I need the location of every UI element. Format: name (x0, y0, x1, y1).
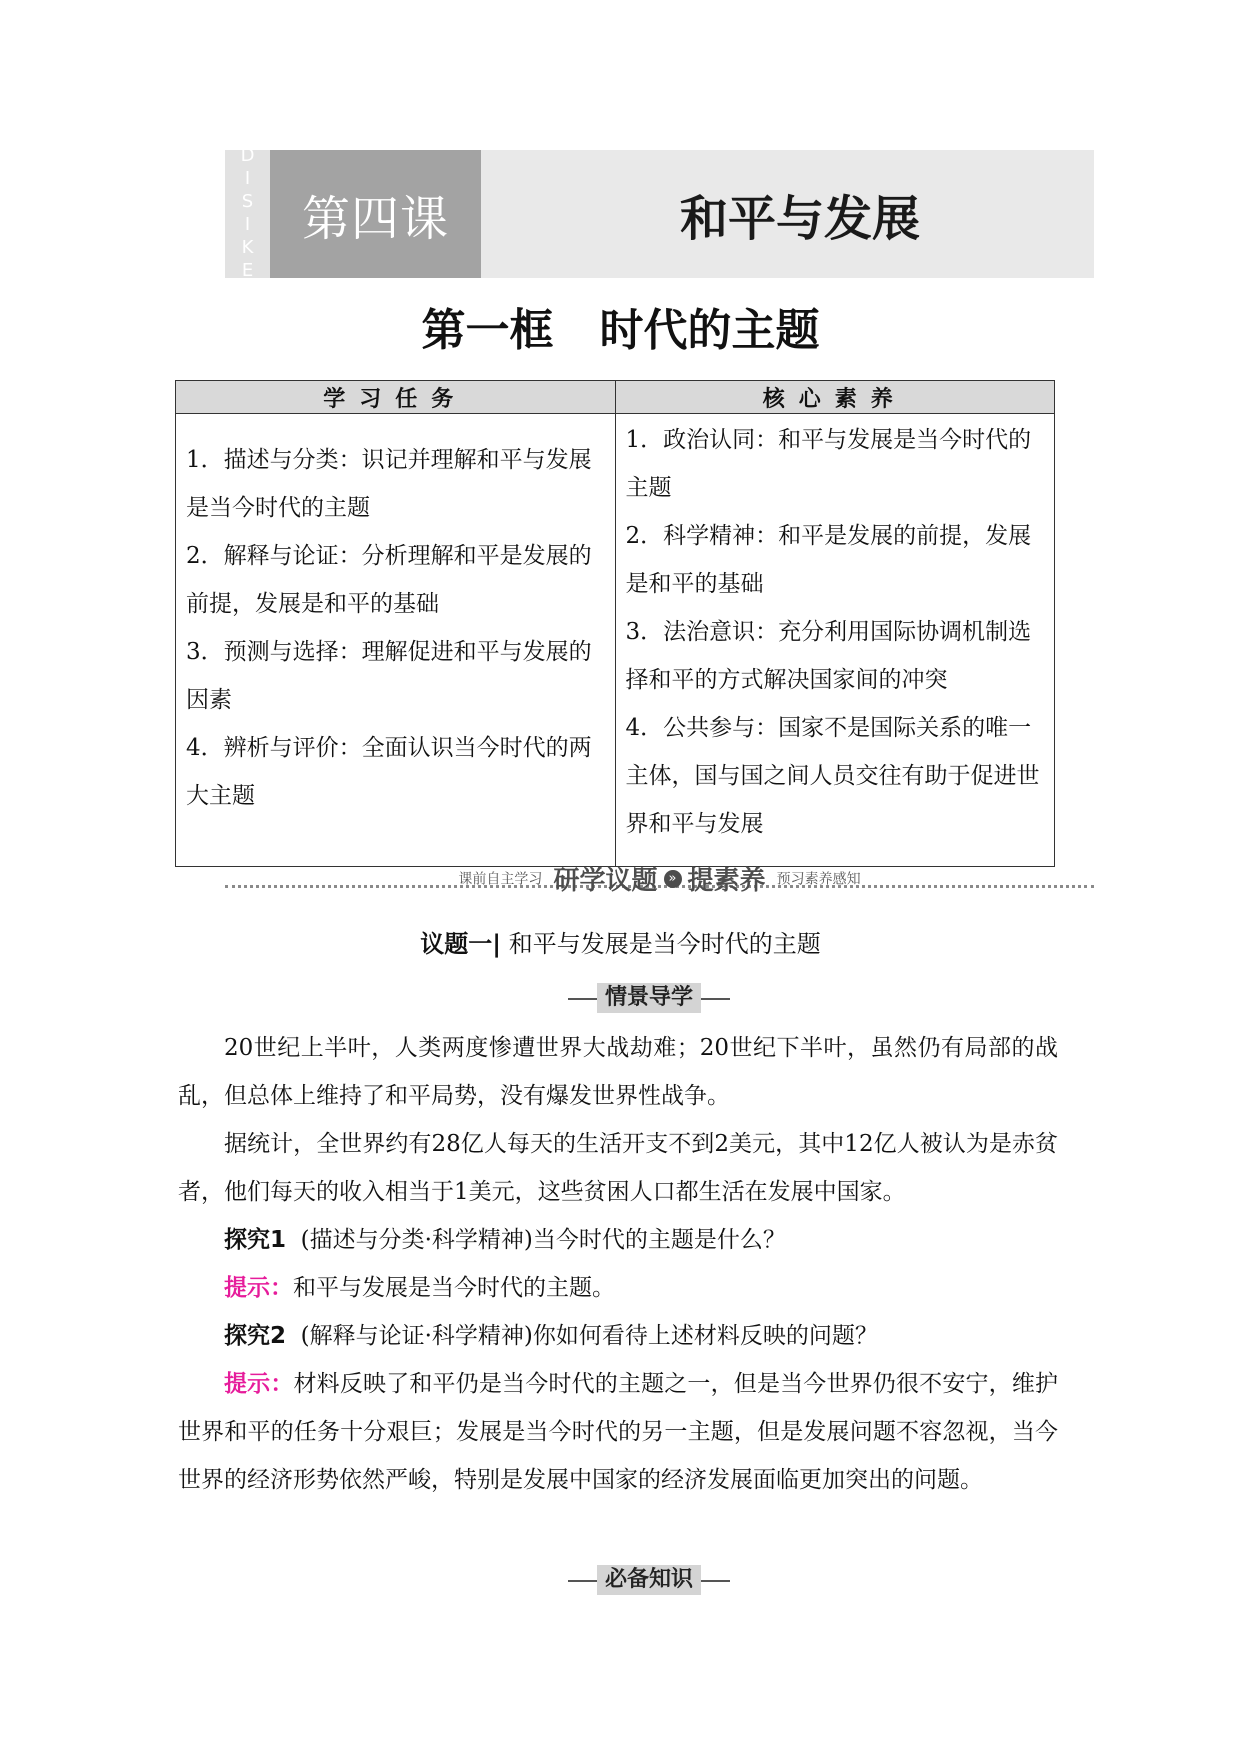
knowledge-label (568, 1566, 730, 1596)
learning-tasks-cell (176, 414, 616, 867)
inquiry-label: 探究2 (224, 1323, 287, 1349)
lesson-title: 和平与发展 (679, 190, 920, 247)
paragraph: 20世纪上半叶，人类两度惨遭世界大战劫难；20世纪下半叶，虽然仍有局部的战乱，但总体上维持了和平局势，没有爆发世界性战争。 (178, 1035, 1058, 1109)
frame-label: 第一框 (421, 305, 554, 356)
frame-name: 时代的主题 (599, 305, 820, 356)
inquiry-question (178, 1216, 1058, 1264)
task-item: 1．描述与分类：识记并理解和平与发展是当今时代的主题 (186, 447, 592, 521)
hint-text: 材料反映了和平仍是当今时代的主题之一，但是当今世界仍很不安宁，维护世界和平的任务十分艰巨；发展是当今时代的另一主题，但是发展问题不容忽视，当今世界的经济形势依然严峻，特别是发展中国家的经济发展面临更加突出的问题。 (178, 1371, 1059, 1493)
learning-tasks-header: 学习任务 (176, 381, 616, 414)
literacy-item: 3．法治意识：充分利用国际协调机制选择和平的方式解决国家间的冲突 (625, 619, 1032, 693)
task-item: 3．预测与选择：理解促进和平与发展的因素 (186, 639, 592, 713)
inquiry-question (178, 1312, 1058, 1360)
core-literacy-header: 核心素养 (615, 381, 1055, 414)
paragraph: 据统计，全世界约有28亿人每天的生活开支不到2美元，其中12亿人被认为是赤贫者，他们每天的收入相当于1美元，这些贫困人口都生活在发展中国家。 (178, 1131, 1058, 1205)
inquiry-text: (描述与分类·科学精神)当今时代的主题是什么？ (300, 1227, 786, 1253)
double-chevron-icon: » (664, 870, 682, 888)
frame-title (0, 294, 1241, 358)
topic-heading (0, 924, 1241, 959)
topic-title: 和平与发展是当今时代的主题 (508, 930, 821, 958)
literacy-item: 4．公共参与：国家不是国际关系的唯一主体，国与国之间人员交往有助于促进世界和平与发展 (625, 715, 1040, 837)
literacy-item: 2．科学精神：和平是发展的前提，发展是和平的基础 (625, 523, 1032, 597)
core-literacy-cell (615, 414, 1055, 867)
main-content (178, 1024, 1058, 1504)
inquiry-text: (解释与论证·科学精神)你如何看待上述材料反映的问题？ (300, 1323, 878, 1349)
section-title-left: 研学议题 (553, 866, 658, 896)
objectives-table (175, 380, 1055, 867)
section-left-caption: 课前自主学习 (458, 871, 543, 888)
inquiry-hint (178, 1264, 1058, 1312)
lesson-banner (225, 145, 1094, 283)
hint-label: 提示： (224, 1371, 294, 1397)
inquiry-label: 探究1 (224, 1227, 287, 1253)
literacy-item: 1．政治认同：和平与发展是当今时代的主题 (625, 427, 1032, 501)
section-title-right: 提素养 (687, 866, 766, 896)
section-banner (225, 860, 1094, 896)
hint-label: 提示： (224, 1275, 293, 1301)
task-item: 4．辨析与评价：全面认识当今时代的两大主题 (186, 735, 592, 809)
hint-text: 和平与发展是当今时代的主题。 (293, 1275, 615, 1301)
lesson-number: 第四课 (270, 150, 481, 278)
task-item: 2．解释与论证：分析理解和平是发展的前提，发展是和平的基础 (186, 543, 592, 617)
inquiry-hint (178, 1360, 1058, 1504)
topic-label: 议题一| (420, 930, 502, 958)
knowledge-label-text: 必备知识 (597, 1565, 701, 1595)
banner-decoration: DISIKE (225, 150, 270, 278)
section-right-caption: 预习素养感知 (776, 871, 861, 888)
situation-label-text: 情景导学 (597, 983, 701, 1013)
situation-label (568, 984, 730, 1014)
